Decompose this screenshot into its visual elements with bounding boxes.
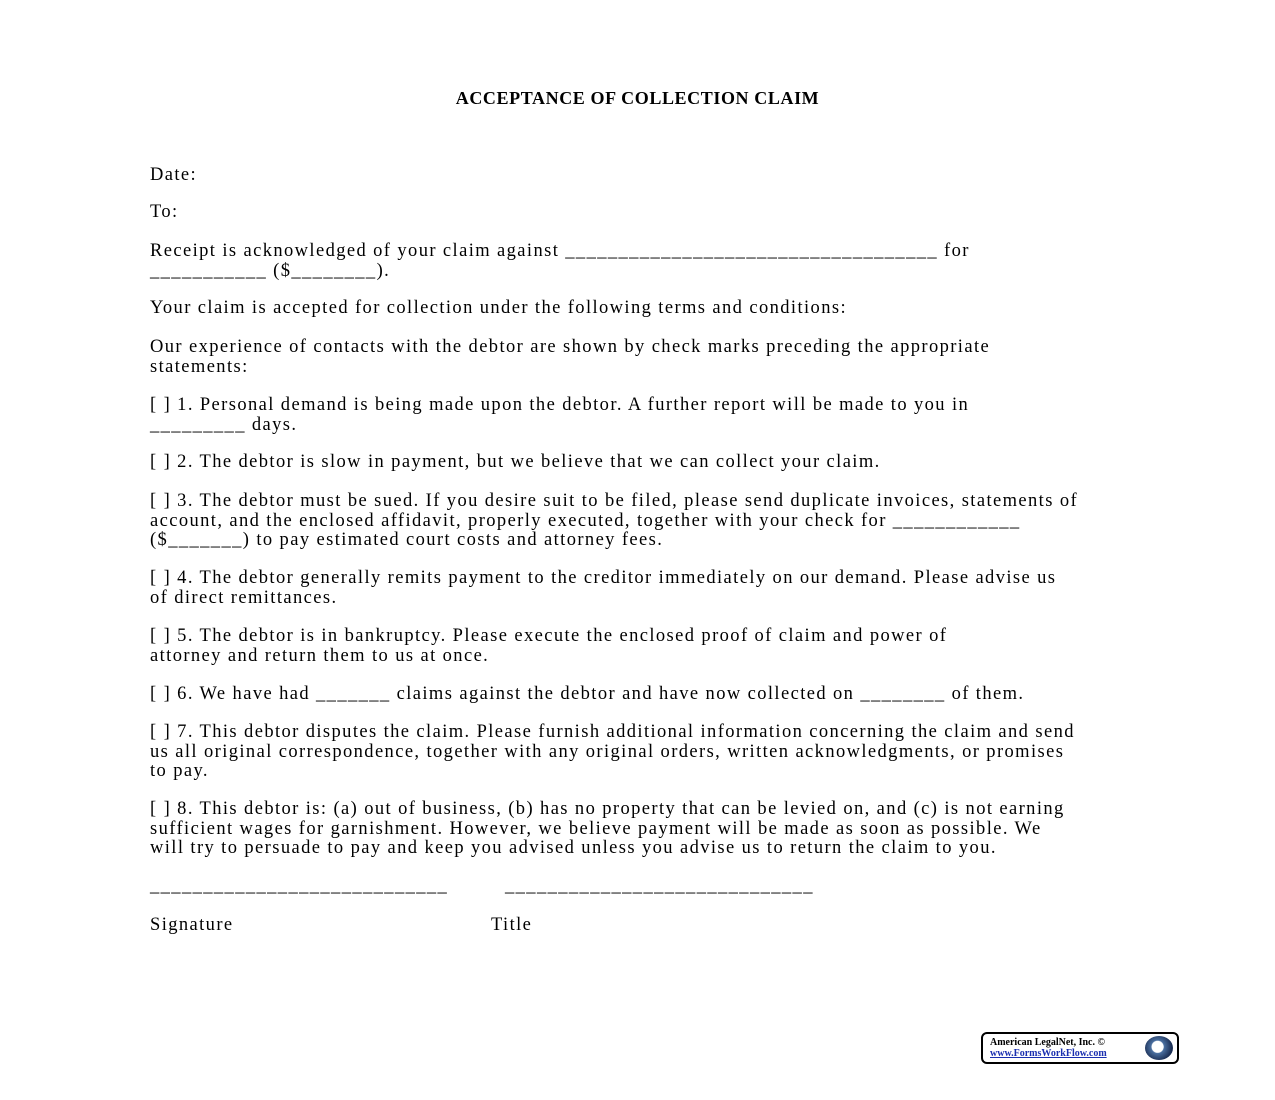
paragraph-line: sufficient wages for garnishment. However, we believe payment will be made as soon as possible. We <box>150 818 1042 839</box>
paragraph-line: of direct remittances. <box>150 587 338 608</box>
footer-link[interactable]: www.FormsWorkFlow.com <box>990 1048 1107 1059</box>
footer-company: American LegalNet, Inc. © <box>990 1037 1105 1048</box>
paragraph-line: [ ] 2. The debtor is slow in payment, but we believe that we can collect your claim. <box>150 452 881 472</box>
paragraph-line: [ ] 8. This debtor is: (a) out of business, (b) has no property that can be levied on, and (c) is not earning <box>150 799 1065 819</box>
paragraph-line: To: <box>150 202 179 222</box>
paragraph-line: statements: <box>150 356 249 377</box>
paragraph-line: [ ] 6. We have had _______ claims against the debtor and have now collected on ________ of them. <box>150 684 1025 704</box>
paragraph-line: [ ] 3. The debtor must be sued. If you desire suit to be filed, please send duplicate invoices, statements of <box>150 491 1079 511</box>
title-label: Title <box>491 915 533 935</box>
document-title: ACCEPTANCE OF COLLECTION CLAIM <box>455 88 820 108</box>
paragraph-line: will try to persuade to pay and keep you advised unless you advise us to return the claim to you. <box>150 838 997 858</box>
paragraph-line: Our experience of contacts with the debtor are shown by check marks preceding the appropriate <box>150 337 991 357</box>
paragraph-line: [ ] 4. The debtor generally remits payment to the creditor immediately on our demand. Please advise us <box>150 568 1057 588</box>
paragraph-line: [ ] 5. The debtor is in bankruptcy. Please execute the enclosed proof of claim and power of <box>150 626 948 646</box>
paragraph-line: account, and the enclosed affidavit, properly executed, together with your check for ____________ <box>150 510 1021 531</box>
paragraph-line: Date: <box>150 165 198 185</box>
paragraph-line: us all original correspondence, together with any original orders, written acknowledgments, or promises <box>150 741 1065 762</box>
paragraph-line: to pay. <box>150 761 209 781</box>
globe-icon <box>1145 1036 1173 1060</box>
paragraph-line: attorney and return them to us at once. <box>150 645 490 666</box>
paragraph-line: _________ days. <box>150 414 298 435</box>
signature-label: Signature <box>150 915 234 935</box>
paragraph-line: ___________ ($________). <box>150 260 391 281</box>
paragraph-line: [ ] 7. This debtor disputes the claim. Please furnish additional information concerning the claim and send <box>150 722 1075 742</box>
paragraph-line: ($_______) to pay estimated court costs and attorney fees. <box>150 530 664 550</box>
paragraph-line: Your claim is accepted for collection under the following terms and conditions: <box>150 298 847 318</box>
footer-logo <box>981 1032 1179 1064</box>
paragraph-line: [ ] 1. Personal demand is being made upon the debtor. A further report will be made to you in <box>150 395 970 415</box>
title-line: _____________________________ <box>505 876 814 896</box>
paragraph-line: Receipt is acknowledged of your claim against ___________________________________ for <box>150 241 970 261</box>
signature-line: ____________________________ <box>150 876 449 896</box>
